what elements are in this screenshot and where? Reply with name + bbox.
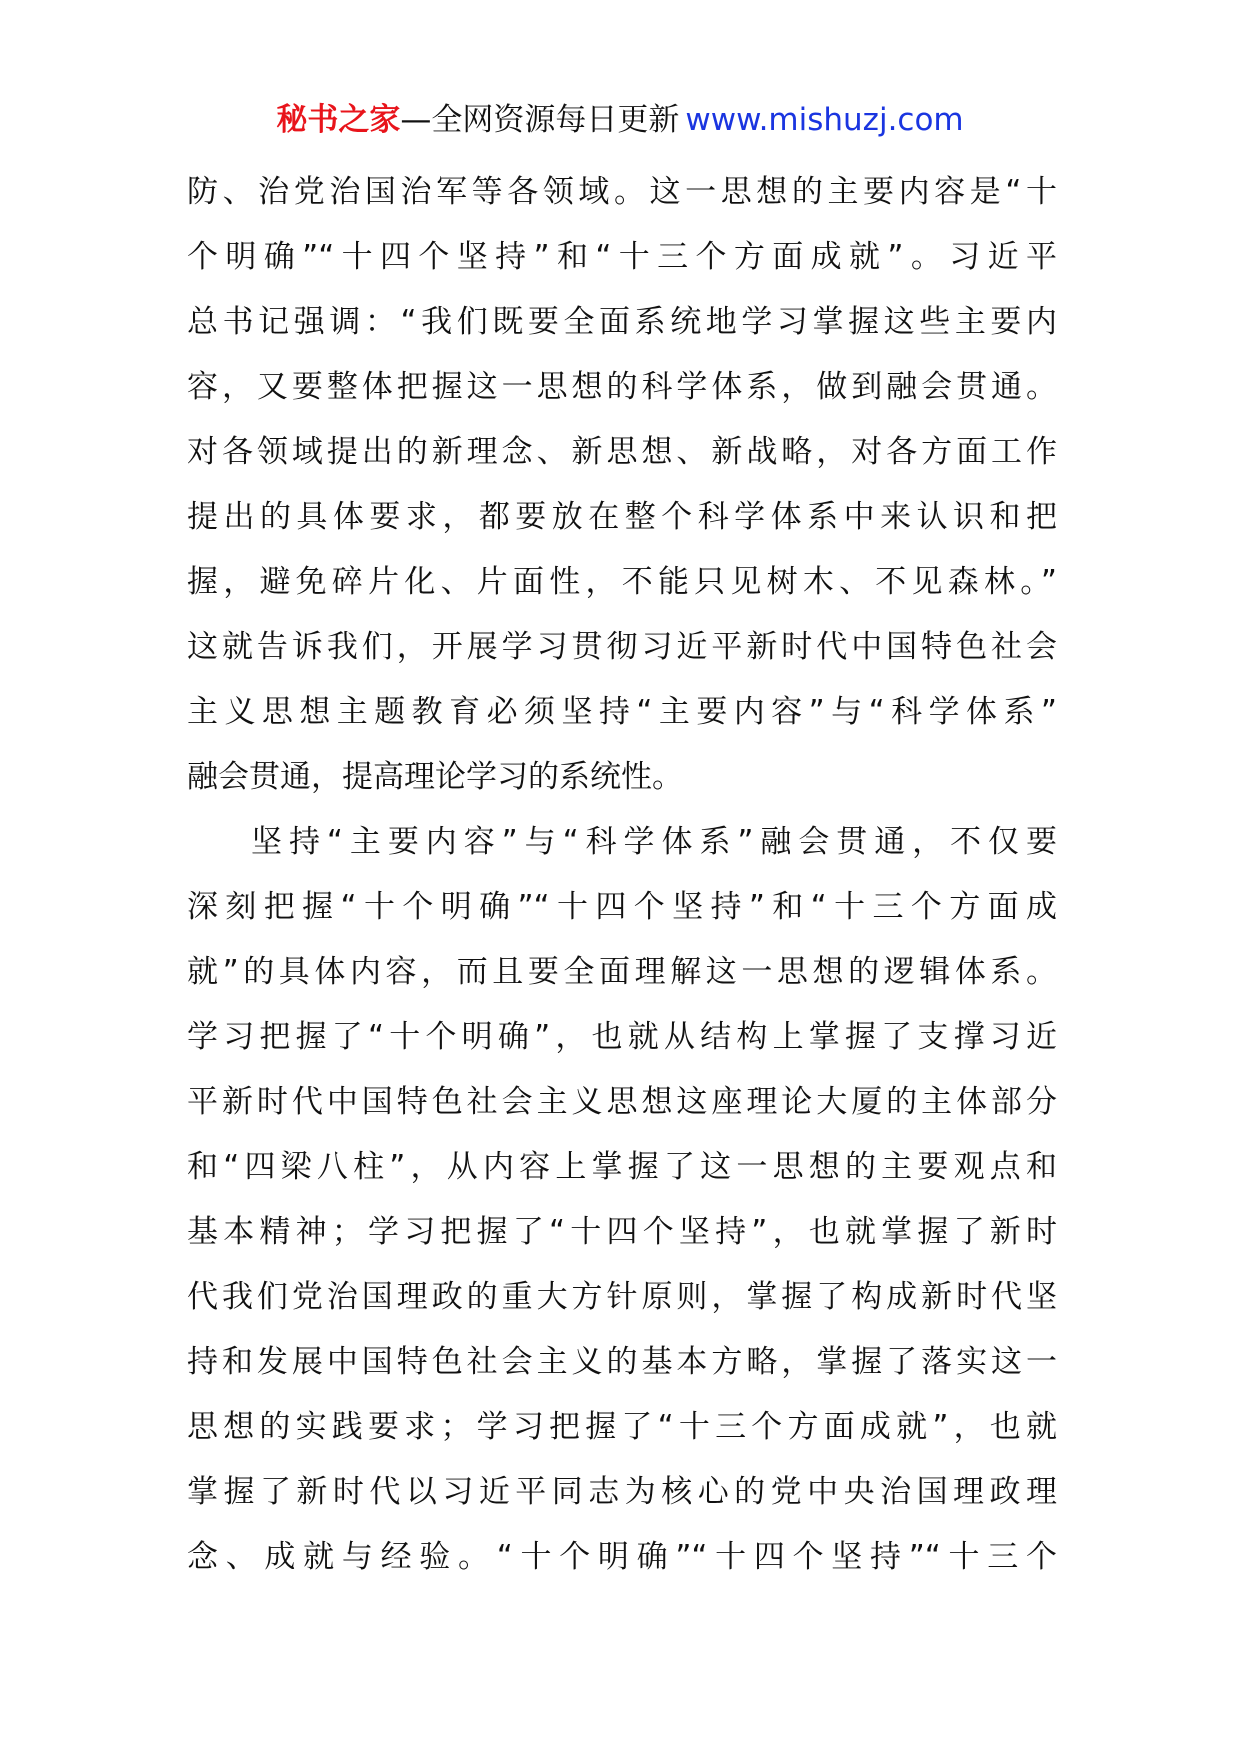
text-line: 主义思想主题教育必须坚持“主要内容”与“科学体系”	[187, 694, 1057, 730]
text-line: 提出的具体要求，都要放在整个科学体系中来认识和把	[187, 499, 1057, 535]
text-line: 对各领域提出的新理念、新思想、新战略，对各方面工作	[187, 434, 1057, 470]
text-line: 念、成就与经验。“十个明确”“十四个坚持”“十三个	[187, 1539, 1057, 1575]
text-line: 思想的实践要求；学习把握了“十三个方面成就”，也就	[187, 1409, 1057, 1445]
brand-name: 秘书之家	[276, 102, 401, 138]
text-line: 总书记强调：“我们既要全面系统地学习掌握这些主要内	[187, 304, 1057, 340]
text-line: 容，又要整体把握这一思想的科学体系，做到融会贯通。	[187, 369, 1057, 405]
text-line: 这就告诉我们，开展学习贯彻习近平新时代中国特色社会	[187, 629, 1057, 665]
text-line: 持和发展中国特色社会主义的基本方略，掌握了落实这一	[187, 1344, 1057, 1380]
text-line: 学习把握了“十个明确”，也就从结构上掌握了支撑习近	[187, 1019, 1057, 1055]
text-line: 防、治党治国治军等各领域。这一思想的主要内容是“十	[187, 174, 1057, 210]
text-line: 握，避免碎片化、片面性，不能只见树木、不见森林。”	[187, 564, 1057, 600]
text-line: 个明确”“十四个坚持”和“十三个方面成就”。习近平	[187, 239, 1057, 275]
text-line: 基本精神；学习把握了“十四个坚持”，也就掌握了新时	[187, 1214, 1057, 1250]
paragraph-first-line: 坚持“主要内容”与“科学体系”融会贯通，不仅要	[251, 824, 1057, 860]
site-url-link[interactable]: www.mishuzj.com	[685, 102, 964, 138]
text-line: 平新时代中国特色社会主义思想这座理论大厦的主体部分	[187, 1084, 1057, 1120]
text-line: 深刻把握“十个明确”“十四个坚持”和“十三个方面成	[187, 889, 1057, 925]
paragraph-end-line: 融会贯通，提高理论学习的系统性。	[187, 759, 683, 795]
text-line: 代我们党治国理政的重大方针原则，掌握了构成新时代坚	[187, 1279, 1057, 1315]
text-line: 掌握了新时代以习近平同志为核心的党中央治国理政理	[187, 1474, 1057, 1510]
header-tagline: —全网资源每日更新	[400, 102, 680, 138]
document-body	[187, 160, 1057, 1590]
site-header	[0, 96, 1240, 144]
text-line: 和“四梁八柱”，从内容上掌握了这一思想的主要观点和	[187, 1149, 1057, 1185]
text-line: 就”的具体内容，而且要全面理解这一思想的逻辑体系。	[187, 954, 1057, 990]
